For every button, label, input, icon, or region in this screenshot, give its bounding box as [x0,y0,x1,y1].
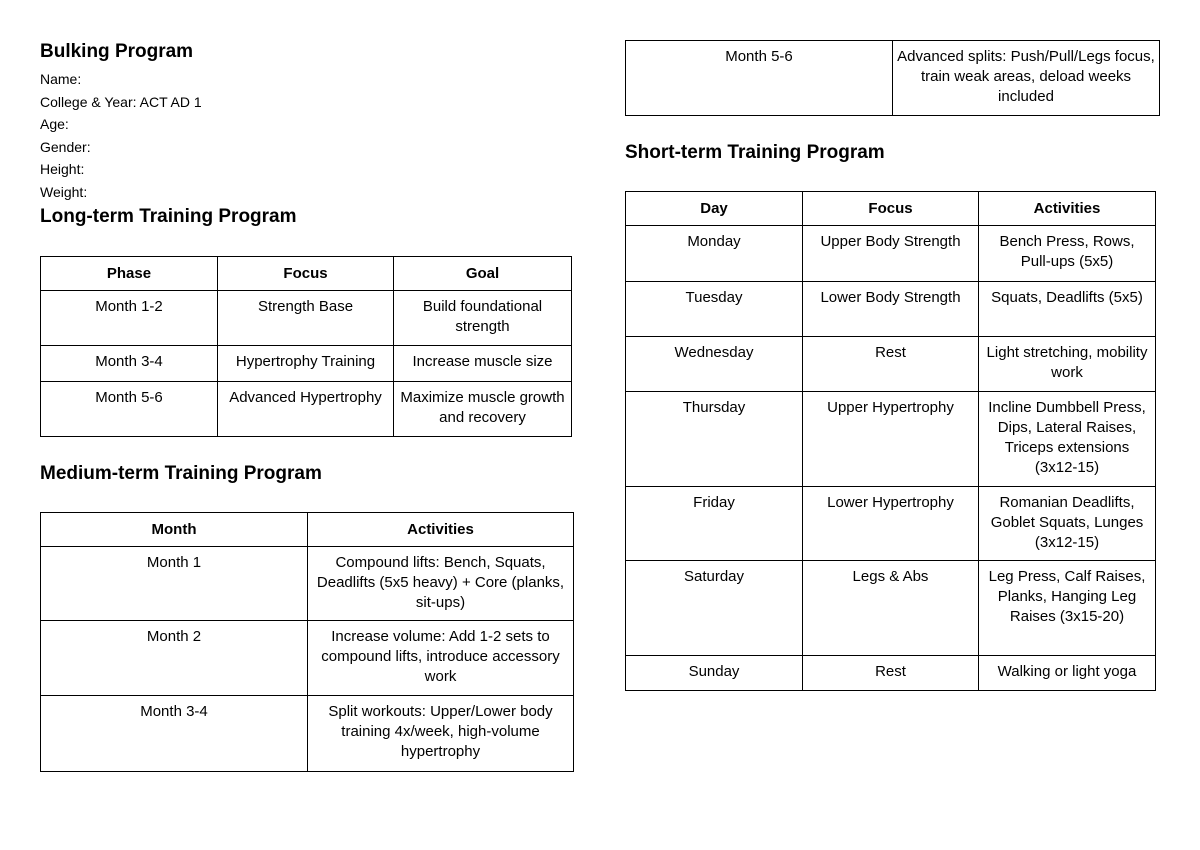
field-age: Age: [40,116,69,132]
field-weight: Weight: [40,183,88,200]
table-cell: Saturday [626,561,803,656]
profile-fields [40,68,202,203]
table-cell: Rest [803,656,979,691]
medium-term-table-continued [625,40,1160,116]
table-cell: Month 3-4 [41,696,308,772]
short-term-table [625,191,1156,691]
table-cell: Increase muscle size [394,346,572,382]
table-row [626,226,1156,282]
table-row [626,392,1156,487]
table-cell: Advanced splits: Push/Pull/Legs focus, train weak areas, deload weeks included [893,41,1160,116]
table-cell: Friday [626,487,803,561]
table-cell: Hypertrophy Training [218,346,394,382]
table-row [626,282,1156,337]
table-row [41,621,574,696]
table-cell: Incline Dumbbell Press, Dips, Lateral Raises, Triceps extensions (3x12-15) [979,392,1156,487]
table-cell: Split workouts: Upper/Lower body training 4x/week, high-volume hypertrophy [308,696,574,772]
table-header-row [626,192,1156,226]
table-cell: Compound lifts: Bench, Squats, Deadlifts (5x5 heavy) + Core (planks, sit-ups) [308,547,574,621]
table-cell: Increase volume: Add 1-2 sets to compound lifts, introduce accessory work [308,621,574,696]
table-cell: Month 3-4 [41,346,218,382]
column-header: Goal [394,257,572,291]
medium-term-title: Medium-term Training Program [40,463,322,484]
table-cell: Month 1 [41,547,308,621]
field-gender: Gender: [40,138,91,155]
column-header: Activities [308,513,574,547]
table-header-row [41,257,572,291]
table-cell: Monday [626,226,803,282]
medium-term-table [40,512,574,772]
table-row [626,487,1156,561]
table-row [41,547,574,621]
table-cell: Lower Hypertrophy [803,487,979,561]
table-cell: Tuesday [626,282,803,337]
column-header: Phase [41,257,218,291]
page-title: Bulking Program [40,41,194,62]
table-cell: Month 2 [41,621,308,696]
table-cell: Month 5-6 [626,41,893,116]
table-cell: Legs & Abs [803,561,979,656]
table-cell: Month 5-6 [41,382,218,437]
table-cell: Wednesday [626,337,803,392]
field-height: Height: [40,161,85,177]
long-term-title: Long-term Training Program [40,206,297,227]
table-cell: Squats, Deadlifts (5x5) [979,282,1156,337]
field-college-year: College & Year: ACT AD 1 [40,93,202,110]
table-cell: Leg Press, Calf Raises, Planks, Hanging Leg Raises (3x15-20) [979,561,1156,656]
table-cell: Romanian Deadlifts, Goblet Squats, Lunges (3x12-15) [979,487,1156,561]
column-header: Activities [979,192,1156,226]
column-header: Day [626,192,803,226]
table-row [41,382,572,437]
table-cell: Sunday [626,656,803,691]
table-cell: Maximize muscle growth and recovery [394,382,572,437]
table-row [41,696,574,772]
table-cell: Light stretching, mobility work [979,337,1156,392]
table-row [626,561,1156,656]
field-name: Name: [40,71,82,87]
table-row [626,41,1160,116]
table-row [626,337,1156,392]
table-cell: Walking or light yoga [979,656,1156,691]
column-header: Month [41,513,308,547]
table-cell: Thursday [626,392,803,487]
table-cell: Strength Base [218,291,394,346]
column-header: Focus [218,257,394,291]
table-row [626,656,1156,691]
table-cell: Bench Press, Rows, Pull-ups (5x5) [979,226,1156,282]
table-header-row [41,513,574,547]
table-cell: Rest [803,337,979,392]
long-term-table [40,256,572,437]
table-cell: Upper Body Strength [803,226,979,282]
table-row [41,346,572,382]
short-term-title: Short-term Training Program [625,142,885,163]
table-cell: Advanced Hypertrophy [218,382,394,437]
table-row [41,291,572,346]
table-cell: Upper Hypertrophy [803,392,979,487]
table-cell: Lower Body Strength [803,282,979,337]
column-header: Focus [803,192,979,226]
table-cell: Build foundational strength [394,291,572,346]
table-cell: Month 1-2 [41,291,218,346]
